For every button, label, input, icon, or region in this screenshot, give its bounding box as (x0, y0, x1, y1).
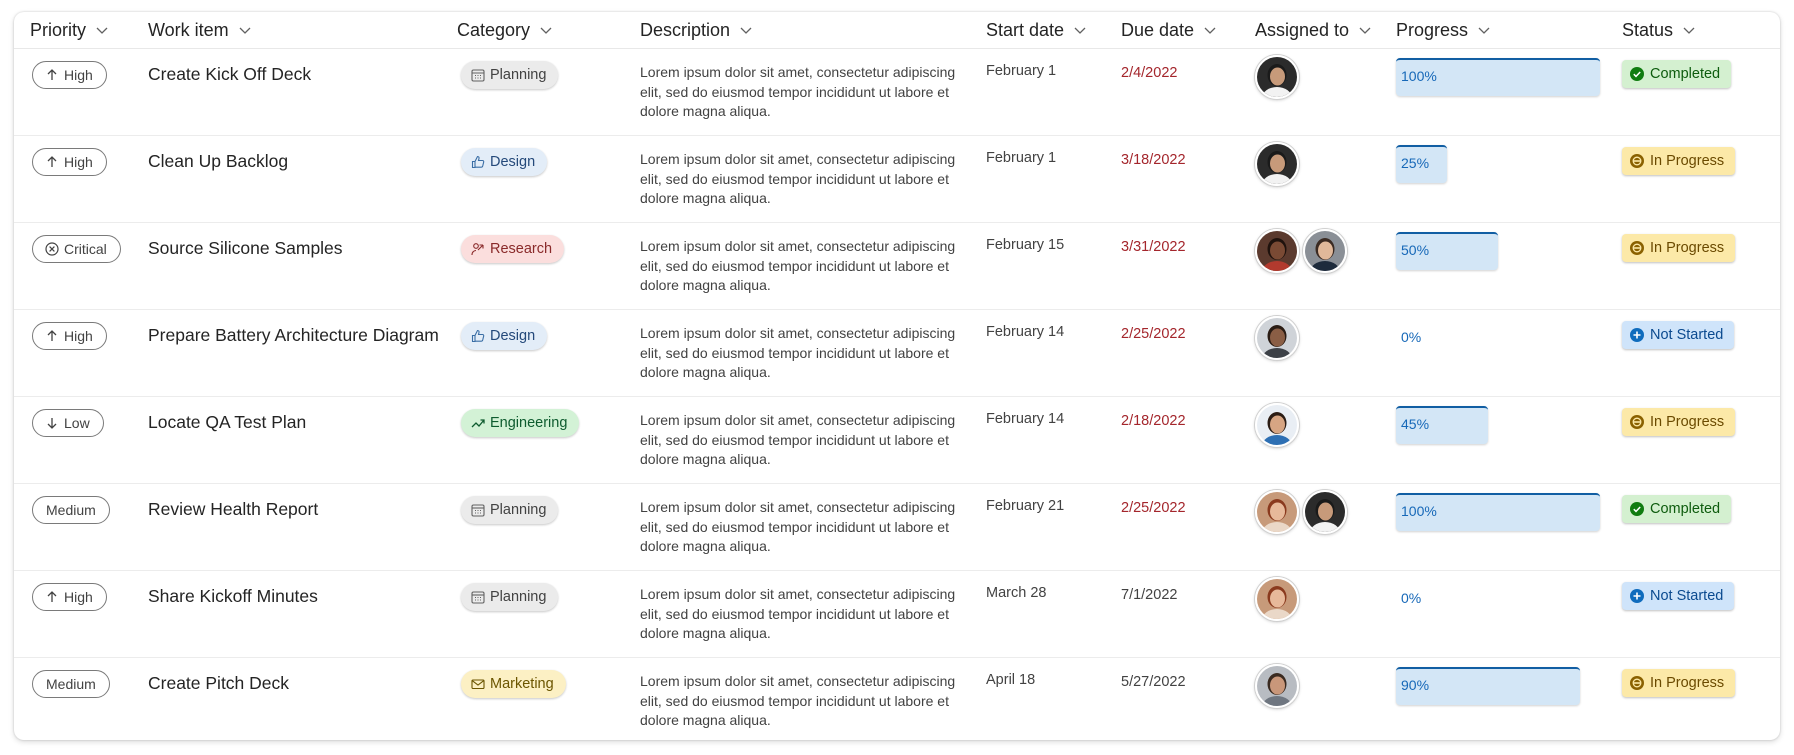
column-header-progress[interactable] (1396, 12, 1622, 49)
priority-label: High (64, 328, 93, 344)
clock-circle-icon (1630, 154, 1644, 168)
progress-bar (1396, 493, 1600, 531)
work-item-title[interactable]: Prepare Battery Architecture Diagram (148, 325, 439, 345)
column-header-work-item[interactable] (148, 12, 457, 49)
category-tag[interactable] (461, 235, 564, 263)
start-date: April 18 (986, 672, 1036, 688)
category-label: Marketing (490, 676, 554, 692)
table-row[interactable] (14, 484, 1780, 571)
table-row[interactable] (14, 397, 1780, 484)
assignee-list (1255, 397, 1396, 447)
description-text: Lorem ipsum dolor sit amet, consectetur adipiscing elit, sed do eiusmod tempor incididunt ut labore et dolore magna aliqua. (640, 64, 956, 119)
priority-badge[interactable] (32, 61, 107, 89)
assignee-list (1255, 136, 1396, 186)
calendar-icon (471, 590, 485, 604)
status-badge[interactable] (1622, 60, 1731, 88)
people-icon (471, 242, 485, 256)
column-header-label: Due date (1121, 19, 1195, 40)
progress-label: 90% (1401, 677, 1430, 693)
work-item-title[interactable]: Share Kickoff Minutes (148, 586, 318, 606)
dismiss-circle-icon (45, 242, 59, 256)
clock-circle-icon (1630, 415, 1644, 429)
work-item-title[interactable]: Review Health Report (148, 499, 319, 519)
priority-badge[interactable] (32, 670, 110, 698)
column-header-label: Progress (1396, 19, 1469, 40)
category-tag[interactable] (461, 409, 579, 437)
clock-circle-icon (1630, 241, 1644, 255)
priority-badge[interactable] (32, 409, 104, 437)
priority-badge[interactable] (32, 496, 110, 524)
column-header-start-date[interactable] (986, 12, 1121, 49)
column-header-label: Category (457, 19, 531, 40)
progress-label: 0% (1401, 329, 1422, 345)
description-text: Lorem ipsum dolor sit amet, consectetur adipiscing elit, sed do eiusmod tempor incididunt ut labore et dolore magna aliqua. (640, 412, 956, 467)
category-label: Planning (490, 502, 547, 518)
status-badge[interactable] (1622, 147, 1735, 175)
progress-bar (1396, 145, 1600, 183)
progress-label: 0% (1401, 590, 1422, 606)
column-header-label: Start date (986, 19, 1065, 40)
avatar[interactable] (1255, 577, 1299, 621)
arrow-up-icon (45, 590, 59, 604)
status-badge[interactable] (1622, 234, 1735, 262)
start-date: March 28 (986, 585, 1047, 601)
progress-label: 100% (1401, 68, 1437, 84)
progress-bar (1396, 406, 1600, 444)
work-item-title[interactable]: Create Pitch Deck (148, 673, 290, 693)
status-label: In Progress (1650, 675, 1725, 691)
avatar[interactable] (1255, 229, 1299, 273)
arrow-up-icon (45, 329, 59, 343)
status-badge[interactable] (1622, 669, 1735, 697)
chevron-down-icon (738, 22, 754, 38)
arrow-up-icon (45, 68, 59, 82)
priority-label: Medium (46, 676, 96, 692)
mail-icon (471, 677, 485, 691)
category-tag[interactable] (461, 670, 566, 698)
add-circle-icon (1630, 589, 1644, 603)
column-header-assigned-to[interactable] (1255, 12, 1396, 49)
trending-icon (471, 416, 485, 430)
assignee-list (1255, 571, 1396, 621)
status-label: In Progress (1650, 153, 1725, 169)
status-label: Completed (1650, 501, 1721, 517)
thumbs-up-icon (471, 155, 485, 169)
description-text: Lorem ipsum dolor sit amet, consectetur adipiscing elit, sed do eiusmod tempor incididunt ut labore et dolore magna aliqua. (640, 499, 956, 554)
progress-bar (1396, 667, 1600, 705)
avatar[interactable] (1255, 142, 1299, 186)
priority-label: Medium (46, 502, 96, 518)
column-header-label: Description (640, 19, 731, 40)
start-date: February 14 (986, 324, 1065, 340)
start-date: February 15 (986, 237, 1065, 253)
clock-circle-icon (1630, 676, 1644, 690)
progress-label: 45% (1401, 416, 1430, 432)
description-text: Lorem ipsum dolor sit amet, consectetur adipiscing elit, sed do eiusmod tempor incididunt ut labore et dolore magna aliqua. (640, 238, 956, 293)
priority-label: Low (64, 415, 90, 431)
work-item-title[interactable]: Clean Up Backlog (148, 151, 289, 171)
data-table (14, 12, 1780, 732)
progress-label: 50% (1401, 242, 1430, 258)
calendar-icon (471, 503, 485, 517)
chevron-down-icon (237, 22, 253, 38)
status-label: Not Started (1650, 588, 1724, 604)
due-date: 5/27/2022 (1121, 674, 1186, 690)
assignee-list (1255, 658, 1396, 708)
chevron-down-icon (1681, 22, 1697, 38)
column-header-label: Priority (30, 19, 87, 40)
column-header-label: Work item (148, 19, 229, 40)
progress-label: 25% (1401, 155, 1430, 171)
thumbs-up-icon (471, 329, 485, 343)
status-badge[interactable] (1622, 582, 1734, 610)
progress-bar (1396, 58, 1600, 96)
priority-badge[interactable] (32, 235, 121, 263)
start-date: February 21 (986, 498, 1065, 514)
status-label: In Progress (1650, 414, 1725, 430)
category-tag[interactable] (461, 496, 558, 524)
avatar[interactable] (1255, 55, 1299, 99)
category-tag[interactable] (461, 148, 547, 176)
due-date: 2/25/2022 (1121, 500, 1186, 516)
calendar-icon (471, 68, 485, 82)
chevron-down-icon (1476, 22, 1492, 38)
assignee-list (1255, 310, 1396, 360)
status-label: Completed (1650, 66, 1721, 82)
avatar[interactable] (1303, 229, 1347, 273)
checkmark-circle-icon (1630, 67, 1644, 81)
work-item-title[interactable]: Locate QA Test Plan (148, 412, 307, 432)
category-tag[interactable] (461, 583, 558, 611)
table-row[interactable] (14, 310, 1780, 397)
priority-badge[interactable] (32, 583, 107, 611)
start-date: February 1 (986, 150, 1057, 166)
work-item-title[interactable]: Source Silicone Samples (148, 238, 343, 258)
column-header-due-date[interactable] (1121, 12, 1255, 49)
category-tag[interactable] (461, 322, 547, 350)
due-date: 2/25/2022 (1121, 326, 1186, 342)
due-date: 3/31/2022 (1121, 239, 1186, 255)
column-header-label: Status (1622, 19, 1674, 40)
priority-label: High (64, 67, 93, 83)
chevron-down-icon (1357, 22, 1373, 38)
description-text: Lorem ipsum dolor sit amet, consectetur adipiscing elit, sed do eiusmod tempor incididunt ut labore et dolore magna aliqua. (640, 586, 956, 641)
progress-bar (1396, 580, 1600, 618)
assignee-list (1255, 223, 1396, 273)
progress-label: 100% (1401, 503, 1437, 519)
due-date: 2/4/2022 (1121, 65, 1178, 81)
category-label: Research (490, 241, 553, 257)
start-date: February 14 (986, 411, 1065, 427)
priority-label: High (64, 589, 93, 605)
checkmark-circle-icon (1630, 502, 1644, 516)
assignee-list (1255, 484, 1396, 534)
due-date: 7/1/2022 (1121, 587, 1178, 603)
status-label: In Progress (1650, 240, 1725, 256)
table-row[interactable] (14, 571, 1780, 658)
header-row (14, 12, 1780, 49)
assignee-list (1255, 49, 1396, 99)
description-text: Lorem ipsum dolor sit amet, consectetur adipiscing elit, sed do eiusmod tempor incididunt ut labore et dolore magna aliqua. (640, 325, 956, 380)
progress-bar (1396, 232, 1600, 270)
status-badge[interactable] (1622, 408, 1735, 436)
category-tag[interactable] (461, 61, 558, 89)
avatar[interactable] (1255, 403, 1299, 447)
column-header-label: Assigned to (1255, 19, 1350, 40)
priority-label: High (64, 154, 93, 170)
category-label: Design (490, 154, 536, 170)
chevron-down-icon (94, 22, 110, 38)
column-header-category[interactable] (457, 12, 640, 49)
description-text: Lorem ipsum dolor sit amet, consectetur adipiscing elit, sed do eiusmod tempor incididunt ut labore et dolore magna aliqua. (640, 673, 956, 728)
status-badge[interactable] (1622, 495, 1731, 523)
column-header-priority[interactable] (14, 12, 148, 49)
priority-label: Critical (64, 241, 107, 257)
category-label: Design (490, 328, 536, 344)
work-item-title[interactable]: Create Kick Off Deck (148, 64, 312, 84)
due-date: 2/18/2022 (1121, 413, 1186, 429)
column-header-description[interactable] (640, 12, 986, 49)
chevron-down-icon (1072, 22, 1088, 38)
category-label: Engineering (490, 415, 568, 431)
add-circle-icon (1630, 328, 1644, 342)
work-items-grid (14, 12, 1780, 740)
priority-badge[interactable] (32, 322, 107, 350)
category-label: Planning (490, 67, 547, 83)
table-row[interactable] (14, 658, 1780, 732)
description-text: Lorem ipsum dolor sit amet, consectetur adipiscing elit, sed do eiusmod tempor incididunt ut labore et dolore magna aliqua. (640, 151, 956, 206)
status-badge[interactable] (1622, 321, 1734, 349)
start-date: February 1 (986, 63, 1057, 79)
avatar[interactable] (1255, 316, 1299, 360)
table-row[interactable] (14, 223, 1780, 310)
chevron-down-icon (538, 22, 554, 38)
priority-badge[interactable] (32, 148, 107, 176)
column-header-status[interactable] (1622, 12, 1780, 49)
avatar[interactable] (1255, 490, 1299, 534)
status-label: Not Started (1650, 327, 1724, 343)
chevron-down-icon (1202, 22, 1218, 38)
avatar[interactable] (1255, 664, 1299, 708)
avatar[interactable] (1303, 490, 1347, 534)
category-label: Planning (490, 589, 547, 605)
arrow-up-icon (45, 155, 59, 169)
arrow-down-icon (45, 416, 59, 430)
table-row[interactable] (14, 136, 1780, 223)
table-row[interactable] (14, 49, 1780, 136)
due-date: 3/18/2022 (1121, 152, 1186, 168)
progress-bar (1396, 319, 1600, 357)
